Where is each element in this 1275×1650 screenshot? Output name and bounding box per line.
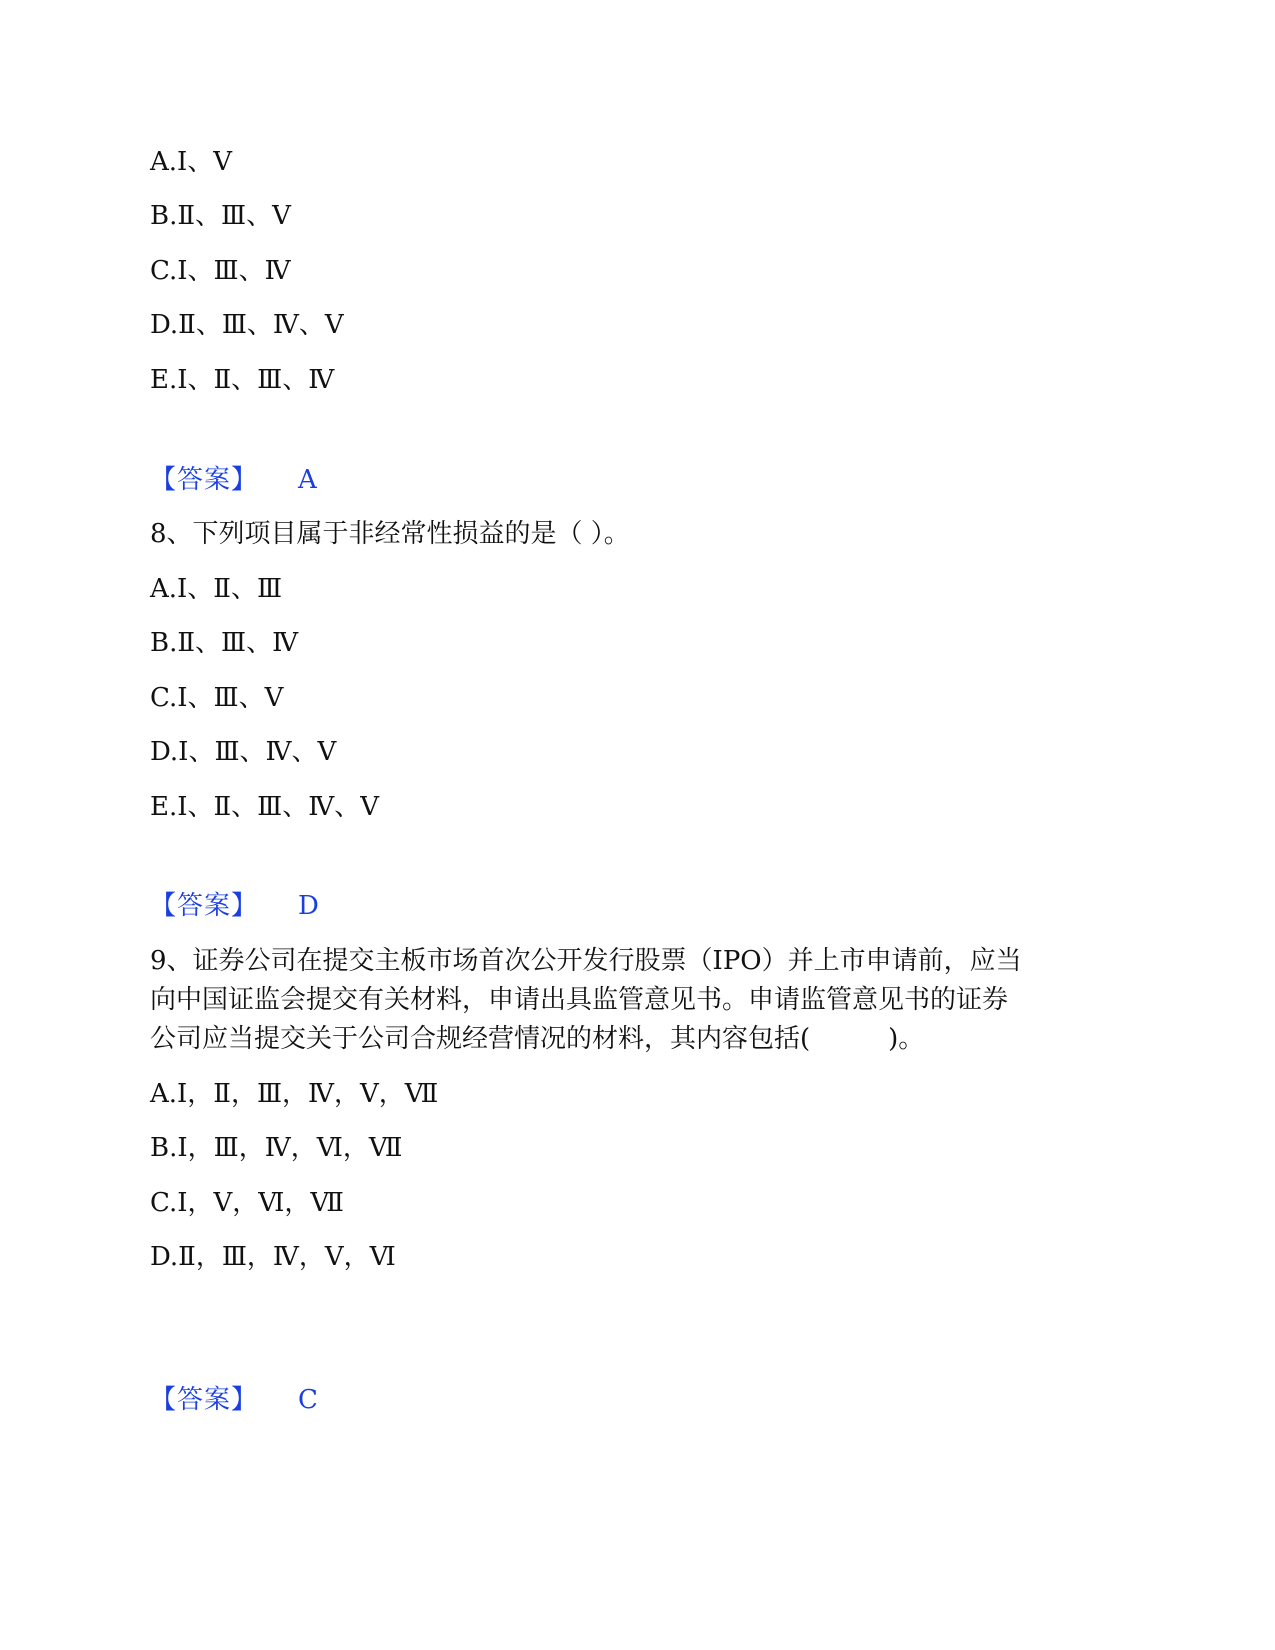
option-d: D.Ⅱ、Ⅲ、Ⅳ、Ⅴ — [150, 310, 344, 340]
question-9-text-line-1: 9、证券公司在提交主板市场首次公开发行股票（IPO）并上市申请前，应当 — [150, 946, 1022, 976]
question-9-text-line-3: 公司应当提交关于公司合规经营情况的材料，其内容包括( )。 — [150, 1024, 925, 1054]
q8-option-c: C.Ⅰ、Ⅲ、Ⅴ — [150, 683, 284, 713]
q8-answer-label: 【答案】 — [150, 891, 259, 921]
q8-option-e: E.Ⅰ、Ⅱ、Ⅲ、Ⅳ、Ⅴ — [150, 792, 380, 822]
option-a: A.Ⅰ、Ⅴ — [150, 147, 233, 177]
answer-label: 【答案】 — [150, 465, 259, 495]
q8-option-a: A.Ⅰ、Ⅱ、Ⅲ — [150, 574, 283, 604]
answer-line — [150, 461, 317, 499]
question-9-text-line-2: 向中国证监会提交有关材料，申请出具监管意见书。申请监管意见书的证券 — [150, 985, 1009, 1015]
q9-answer-line — [150, 1381, 318, 1419]
option-e: E.Ⅰ、Ⅱ、Ⅲ、Ⅳ — [150, 365, 335, 395]
q8-answer-value: D — [298, 891, 319, 921]
answer-value: A — [298, 465, 317, 495]
option-c: C.Ⅰ、Ⅲ、Ⅳ — [150, 256, 291, 286]
q8-option-d: D.Ⅰ、Ⅲ、Ⅳ、Ⅴ — [150, 737, 337, 767]
q9-answer-label: 【答案】 — [150, 1385, 259, 1415]
q8-answer-line — [150, 887, 319, 925]
q9-option-c: C.Ⅰ，Ⅴ，Ⅵ，Ⅶ — [150, 1188, 344, 1218]
q9-option-a: A.Ⅰ，Ⅱ，Ⅲ，Ⅳ，Ⅴ，Ⅶ — [150, 1079, 439, 1109]
q9-option-d: D.Ⅱ，Ⅲ，Ⅳ，Ⅴ，Ⅵ — [150, 1242, 396, 1272]
question-8-text: 8、下列项目属于非经常性损益的是（ ）。 — [150, 519, 630, 549]
option-b: B.Ⅱ、Ⅲ、Ⅴ — [150, 201, 291, 231]
q9-option-b: B.Ⅰ，Ⅲ，Ⅳ，Ⅵ，Ⅶ — [150, 1133, 403, 1163]
q9-answer-value: C — [298, 1385, 318, 1415]
q8-option-b: B.Ⅱ、Ⅲ、Ⅳ — [150, 628, 299, 658]
